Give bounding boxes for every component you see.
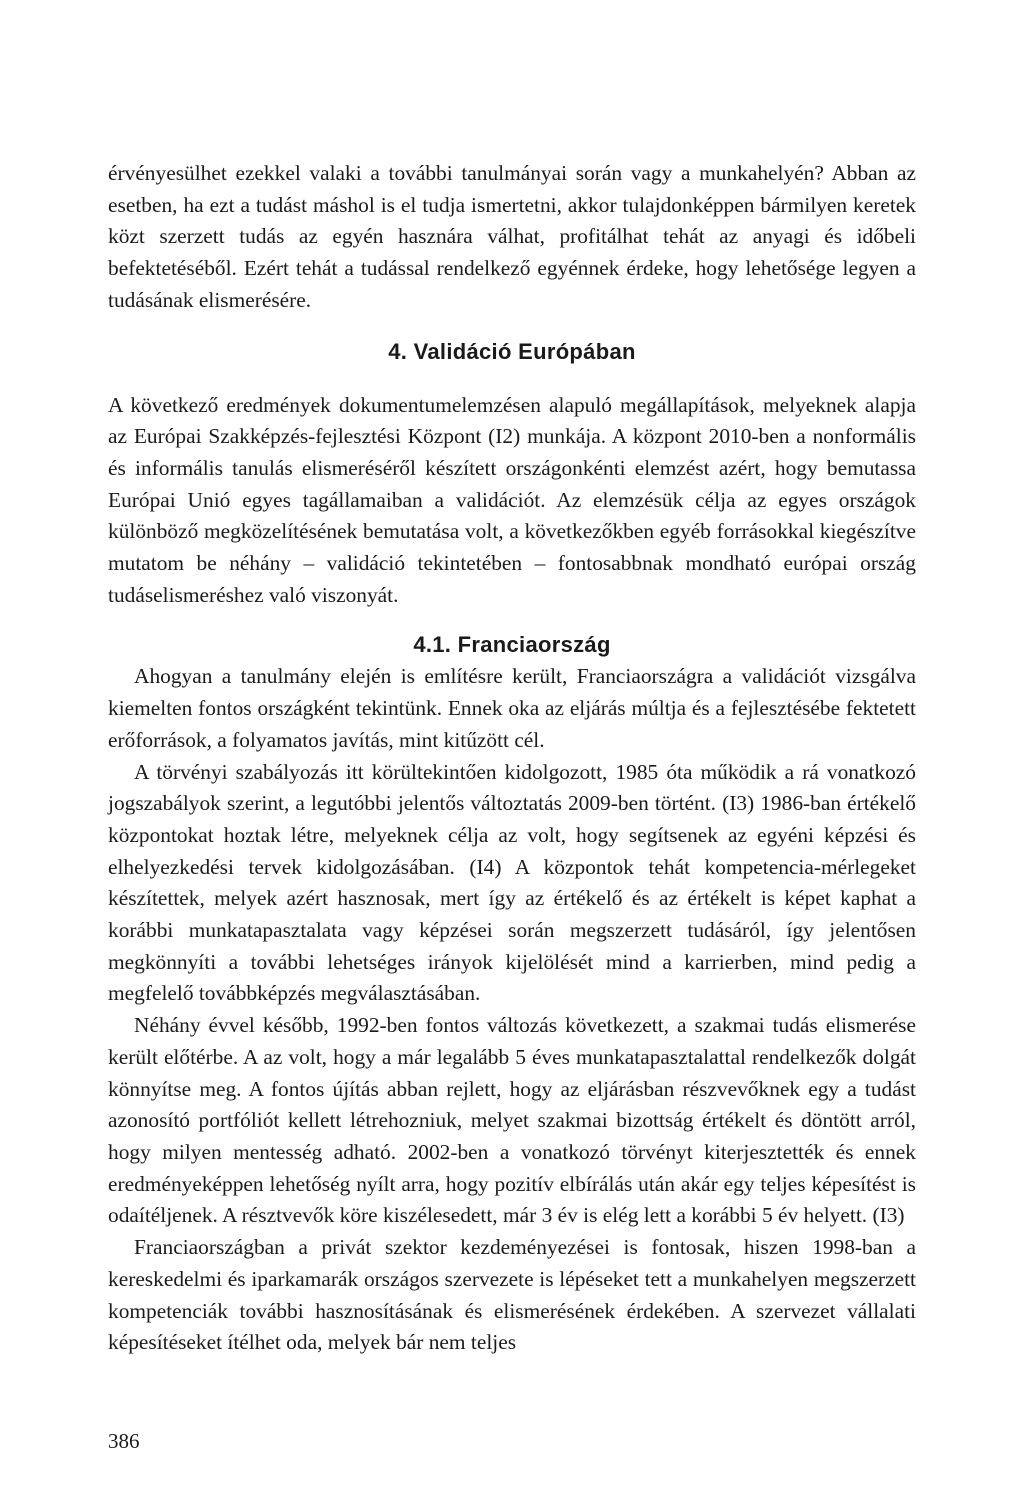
- section-4-1-heading: 4.1. Franciaország: [413, 632, 611, 658]
- section-4-1-paragraph-1: Ahogyan a tanulmány elején is említésre került, Franciaországra a validációt vizsgálva kiemelten fontos országként tekintünk. Ennek oka az eljárás múltja és a fejlesztésébe fektetett erőforrások, a folyamatos javítás, mint kitűzött cél.: [108, 664, 916, 752]
- section-4-1-paragraph-3: Néhány évvel később, 1992-ben fontos változás következett, a szakmai tudás elismerése került előtérbe. A az volt, hogy a már legalább 5 éves munkatapasztalattal rendelkezők dolgát könnyítse meg. A fontos újítás abban rejlett, hogy az eljárásban részvevőknek egy a tudást azonosító portfóliót kellett létrehozniuk, melyet szakmai bizottság értékelt és döntött arról, hogy milyen mentesség adható. 2002-ben a vonatkozó törvényt kiterjesztették és ennek eredményeképpen lehetőség nyílt arra, hogy pozitív elbírálás után akár egy teljes képesítést is odaítéljenek. A résztvevők köre kiszélesedett, már 3 év is elég lett a korábbi 5 év helyett. (I3): [108, 1013, 916, 1228]
- section-4-1-paragraph-4: Franciaországban a privát szektor kezdeményezései is fontosak, hiszen 1998-ban a kereskedelmi és iparkamarák országos szervezete is lépéseket tett a munkahelyen megszerzett kompetenciák további hasznosításának és elismerésének érdekében. A szervezet vállalati képesítéseket ítélhet oda, melyek bár nem teljes: [108, 1235, 916, 1355]
- section-4-heading: 4. Validáció Európában: [388, 338, 636, 364]
- document-page: [108, 158, 916, 1359]
- section-4-paragraph: A következő eredmények dokumentumelemzésen alapuló megállapítások, melyeknek alapja az Európai Szakképzés-fejlesztési Központ (I2) munkája. A központ 2010-ben a nonformális és informális tanulás elismeréséről készített országonkénti elemzést azért, hogy bemutassa Európai Unió egyes tagállamaiban a validációt. Az elemzésük célja az egyes országok különböző megközelítésének bemutatása volt, a következőkben egyéb forrásokkal kiegészítve mutatom be néhány – validáció tekintetében – fontosabbnak mondható európai ország tudáselismeréshez való viszonyát.: [108, 392, 916, 607]
- section-4-1-paragraph-2: A törvényi szabályozás itt körültekintően kidolgozott, 1985 óta működik a rá vonatkozó jogszabályok szerint, a legutóbbi jelentős változtatás 2009-ben történt. (I3) 1986-ban értékelő központokat hoztak létre, melyeknek célja az volt, hogy segítsenek az egyéni képzési és elhelyezkedési tervek kidolgozásában. (I4) A központok tehát kompetencia-mérlegeket készítettek, melyek azért hasznosak, mert így az értékelő és az értékelt is képet kaphat a korábbi munkatapasztalata vagy képzései során megszerzett tudásáról, így jelentősen megkönnyíti a további lehetséges irányok kijelölését mind a karrierben, mind pedig a megfelelő továbbképzés megválasztásában.: [108, 759, 916, 1006]
- intro-paragraph: érvényesülhet ezekkel valaki a további tanulmányai során vagy a munkahelyén? Abban az esetben, ha ezt a tudást máshol is el tudja ismertetni, akkor tulajdonképpen bármilyen keretek közt szerzett tudás az egyén hasznára válhat, profitálhat tehát az anyagi és időbeli befektetéséből. Ezért tehát a tudással rendelkező egyénnek érdeke, hogy lehetősége legyen a tudásának elismerésére.: [108, 161, 916, 312]
- page-number: 386: [108, 1429, 140, 1453]
